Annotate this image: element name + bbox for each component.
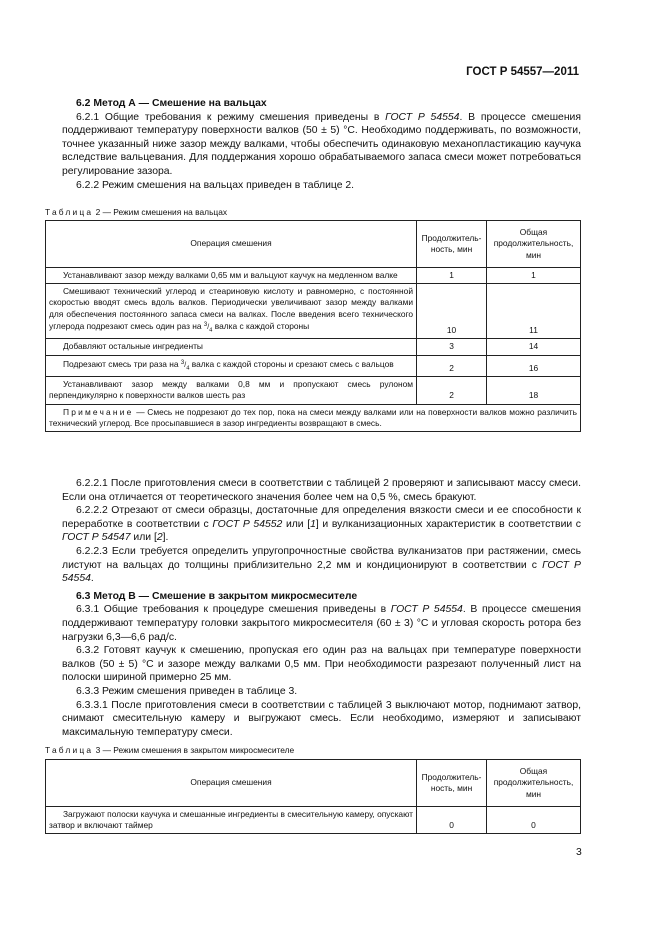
fraction: $^3/_4$ <box>180 359 190 371</box>
column-header: Общая продолжительность, мин <box>487 760 581 807</box>
table-2 <box>45 220 581 432</box>
section-6-2-continued <box>62 477 581 739</box>
column-header: Операция смешения <box>46 221 417 268</box>
paragraph-6-3-1 <box>62 603 581 644</box>
column-header: Продолжитель-ность, мин <box>417 760 487 807</box>
caption-label: Таблица <box>45 745 94 755</box>
column-header: Продолжитель-ность, мин <box>417 221 487 268</box>
table-row <box>46 355 581 377</box>
standard-reference: ГОСТ Р 54547 <box>62 532 131 544</box>
standard-reference: ГОСТ Р 54554 <box>390 604 463 616</box>
column-header: Операция смешения <box>46 760 417 807</box>
text: Подрезают смесь три раза на <box>63 358 179 369</box>
total-cell: 11 <box>487 284 581 339</box>
column-header: Общая продолжительность, мин <box>487 221 581 268</box>
table-note-row <box>46 404 581 431</box>
duration-cell: 2 <box>417 355 487 377</box>
table-note <box>46 404 581 431</box>
duration-cell: 3 <box>417 339 487 355</box>
text: . <box>90 573 94 585</box>
text: валка с каждой стороны и срезают смесь с вальцов <box>189 358 394 369</box>
duration-cell: 2 <box>417 377 487 404</box>
total-cell: 18 <box>487 377 581 404</box>
section-6-2 <box>62 97 581 192</box>
operation-cell <box>46 355 417 377</box>
standard-reference: ГОСТ Р 54552 <box>212 518 283 530</box>
section-heading: 6.3 Метод В — Смешение в закрытом микросмесителе <box>76 590 358 602</box>
text: ]. <box>162 532 169 544</box>
paragraph-6-3-2: 6.3.2 Готовят каучук к смешению, пропуская его один раз на вальцах при температуре поверхности валков (50 ± 5) °С и зазоре между валками 0,5 мм. При необходимости разрезают полученный лист на полоски шириной примерно 25 мм. <box>62 645 581 684</box>
duration-cell: 10 <box>417 284 487 339</box>
note-text: — Смесь не подрезают до тех пор, пока на смеси между валками или на поверхности валков можно различить технический углерод. Все просыпавшиеся в зазор ингредиенты возвращают в смесь. <box>49 406 577 428</box>
paragraph-6-2-2-1: 6.2.2.1 После приготовления смеси в соответствии с таблицей 2 проверяют и записывают массу смеси. Если она отличается от теоретического значения более чем на 0,5 %, смесь бракуют. <box>62 478 581 503</box>
operation-cell: Устанавливают зазор между валками 0,65 мм и вальцуют каучук на медленном валке <box>46 268 417 284</box>
note-label: Примечание <box>63 406 134 417</box>
operation-cell: Устанавливают зазор между валками 0,8 мм и пропускают смесь рулоном перпендикулярно к поверхности валков шесть раз <box>46 377 417 404</box>
text: . В процессе смешения поддерживают температуру поверхности валков (50 ± 5) °С. Необходимо поддерживать, по возможности, точнее указанный ниже зазор между валками, чтобы обеспечить одинаковую механопластикацию каучука вследствие вальцевания. Для поддержания хорошо обрабатываемого запаса смеси может потребоваться регулирование зазора. <box>62 111 581 177</box>
table-row <box>46 268 581 284</box>
text: . В процессе смешения поддерживают температуру головки закрытого микросмесителя (60 ± 3) °С и угловая скорость ротора без нагрузки 6,3—6,6 рад/с. <box>62 604 581 643</box>
document-header: ГОСТ Р 54557—2011 <box>466 66 579 78</box>
table-header-row <box>46 221 581 268</box>
paragraph-6-2-1 <box>62 111 581 179</box>
table-2-caption <box>45 207 227 217</box>
total-cell: 0 <box>487 807 581 834</box>
caption-label: Таблица <box>45 207 94 217</box>
fraction: $^3/_4$ <box>203 321 213 334</box>
operation-cell: Загружают полоски каучука и смешанные ингредиенты в смесительную камеру, опускают затвор и включают таймер <box>46 807 417 834</box>
text: Смешивают технический углерод и стеариновую кислоту и равномерно, с постоянной скоростью вводят смесь вдоль валков. Периодически увеличивают зазор между валками для обеспечения постоянного запаса смеси на валках. После введения всего технического углерода подрезают смесь один раз на <box>49 286 414 331</box>
total-cell: 1 <box>487 268 581 284</box>
caption-text: 3 — Режим смешения в закрытом микросмесителе <box>95 745 295 755</box>
text: 6.2.1 Общие требования к режиму смешения приведены в <box>76 111 386 123</box>
operation-cell: Добавляют остальные ингредиенты <box>46 339 417 355</box>
text: ] и вулканизационных характеристик в соответствии с <box>315 518 581 530</box>
text: или [ <box>282 518 311 530</box>
standard-reference: ГОСТ Р 54554 <box>385 111 460 123</box>
table-row <box>46 377 581 404</box>
paragraph-6-2-2: 6.2.2 Режим смешения на вальцах приведен в таблице 2. <box>76 179 355 191</box>
total-cell: 14 <box>487 339 581 355</box>
caption-text: 2 — Режим смешения на вальцах <box>95 207 228 217</box>
paragraph-6-3-3-1: 6.3.3.1 После приготовления смеси в соответствии с таблицей 3 выключают мотор, поднимают затвор, снимают смесительную камеру и выгружают смесь. Если необходимо, измеряют и записывают максимальную температуру смеси. <box>62 699 581 738</box>
table-header-row <box>46 760 581 807</box>
text: валка с каждой стороны <box>212 320 310 331</box>
section-heading: 6.2 Метод А — Смешение на вальцах <box>76 98 267 109</box>
paragraph-6-3-3: 6.3.3 Режим смешения приведен в таблице 3. <box>76 685 298 697</box>
table-3 <box>45 759 581 834</box>
paragraph-6-2-2-3 <box>62 545 581 586</box>
table-row <box>46 284 581 339</box>
text: 6.2.2.3 Если требуется определить упругопрочностные свойства вулканизатов при растяжении, смесь листуют на вальцах до толщины приблизительно 2,2 мм и кондиционируют в соответствии с <box>62 545 581 571</box>
duration-cell: 0 <box>417 807 487 834</box>
text: 6.2.2.2 Отрезают от смеси образцы, достаточные для определения вязкости смеси и ее способности к переработке в соответствии с <box>62 505 581 530</box>
total-cell: 16 <box>487 355 581 377</box>
text: 6.3.1 Общие требования к процедуре смешения приведены в <box>76 604 391 616</box>
table-3-caption <box>45 745 294 755</box>
standard-reference: ГОСТ Р 54554 <box>62 559 581 585</box>
text: или [ <box>130 532 157 544</box>
bibliography-reference: 2 <box>156 532 163 544</box>
operation-cell <box>46 284 417 339</box>
duration-cell: 1 <box>417 268 487 284</box>
table-row <box>46 807 581 834</box>
bibliography-reference: 1 <box>310 518 316 530</box>
page-number: 3 <box>576 847 582 858</box>
paragraph-6-2-2-2 <box>62 504 581 545</box>
table-row <box>46 339 581 355</box>
